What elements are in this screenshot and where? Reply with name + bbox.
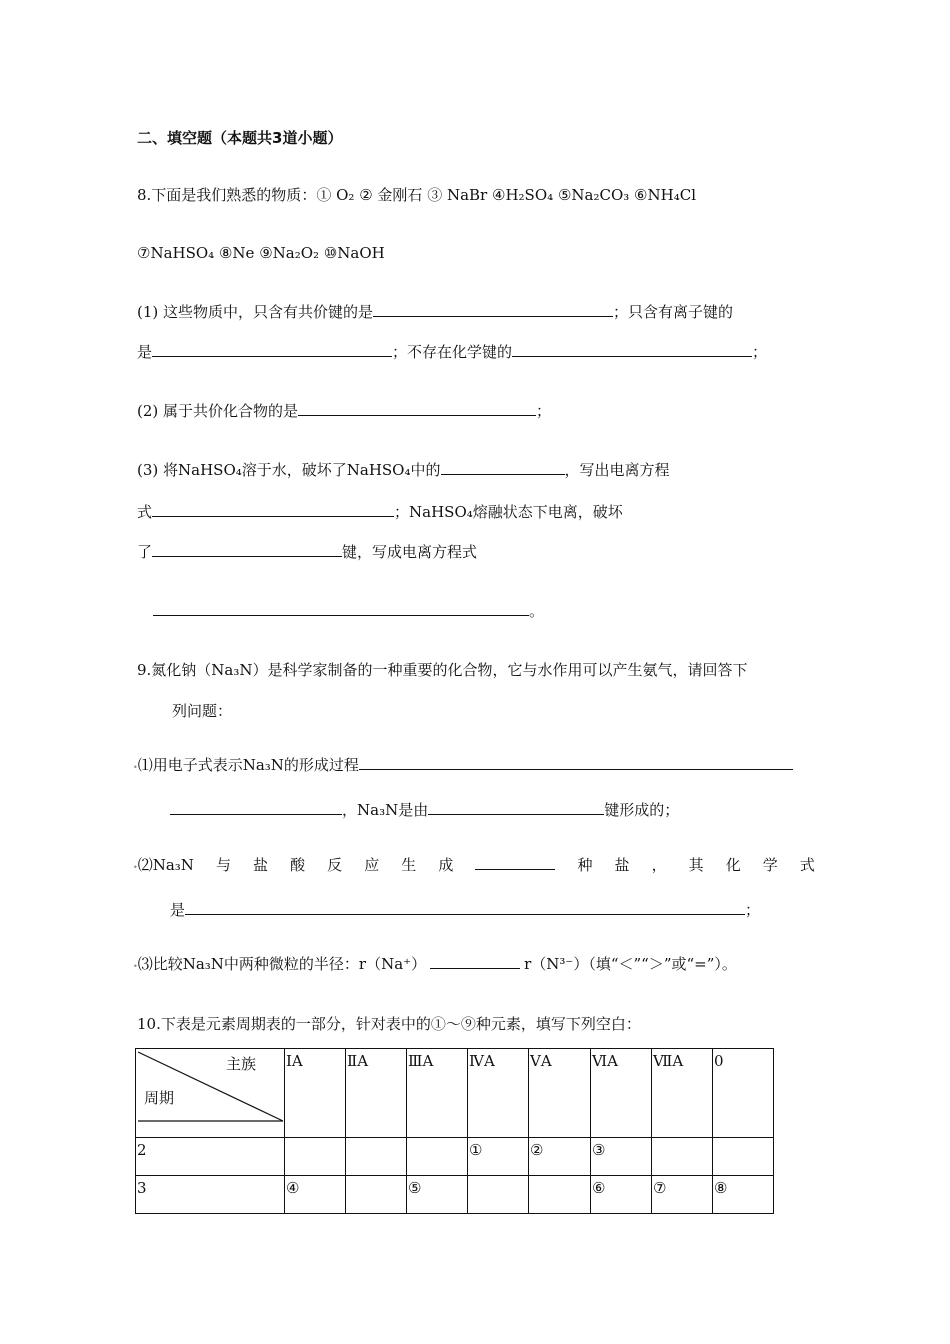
bullet-dot: • — [133, 863, 138, 872]
element-cell — [529, 1176, 591, 1214]
q8-substance-7: ⑦NaHSO₄ — [137, 244, 215, 262]
answer-blank-ionic-only[interactable] — [152, 342, 392, 357]
group-header: ⅤA — [529, 1049, 591, 1138]
element-cell — [407, 1138, 468, 1176]
q8-intro: 8.下面是我们熟悉的物质： — [137, 186, 317, 204]
table-row — [136, 1176, 774, 1214]
q8-part3-line-1 — [137, 460, 670, 480]
element-cell — [468, 1176, 529, 1214]
q9-p2-word: 成 — [438, 856, 454, 874]
q9-p3-text-b: r（N³⁻）（填“＜”“＞”或“=”）。 — [524, 955, 737, 973]
element-cell: ⑦ — [652, 1176, 713, 1214]
bullet-dot: • — [133, 763, 138, 772]
q9-p2-word: 反 — [327, 856, 343, 874]
q8-line-1 — [137, 185, 696, 205]
q8-substance-9: ⑨Na₂O₂ — [259, 244, 320, 262]
section-title: 二、填空题（本题共3道小题） — [137, 129, 343, 147]
q8-substance-4: ④H₂SO₄ — [492, 186, 554, 204]
header-period-label: 周期 — [144, 1089, 175, 1107]
q9-p2-word: 式 — [799, 856, 815, 874]
q8-substance-3: ③ NaBr — [427, 186, 488, 204]
element-cell: ① — [468, 1138, 529, 1176]
answer-blank-ionization-equation-2[interactable] — [153, 601, 529, 616]
answer-blank-covalent-compound[interactable] — [298, 401, 536, 416]
q9-p2-lead — [133, 855, 194, 878]
answer-blank-bond-broken-molten[interactable] — [152, 542, 342, 557]
q8-p3-text-b: ，写出电离方程 — [564, 461, 670, 479]
q8-part3-line-4 — [153, 601, 544, 621]
q9-p1-text-b: ，Na₃N是由 — [342, 801, 429, 819]
q9-p2-text-b: 种 — [577, 856, 593, 874]
group-header: ⅥA — [591, 1049, 652, 1138]
answer-blank-bond-type[interactable] — [428, 800, 604, 815]
q9-intro-line-1: 9.氮化钠（Na₃N）是科学家制备的一种重要的化合物，它与水作用可以产生氨气，请回答下 — [137, 661, 748, 679]
q9-p2-text-g: ； — [745, 901, 761, 919]
group-header: ⅢA — [407, 1049, 468, 1138]
q8-p3-text-a: (3) 将NaHSO₄溶于水，破坏了NaHSO₄中的 — [137, 461, 441, 479]
element-cell: ② — [529, 1138, 591, 1176]
element-cell — [346, 1138, 407, 1176]
answer-blank-radius-compare[interactable] — [430, 954, 520, 969]
q9-p2-text-f: 是 — [170, 901, 186, 919]
q9-part3 — [133, 954, 737, 977]
answer-blank-electron-formula-cont[interactable] — [170, 800, 342, 815]
q8-part2 — [137, 401, 551, 421]
table-header-row — [136, 1049, 774, 1138]
element-cell: ⑤ — [407, 1176, 468, 1214]
q8-p3-text-f: 键，写成电离方程式 — [342, 543, 478, 561]
q9-part2-line-1 — [133, 855, 815, 878]
period-label: 3 — [136, 1176, 285, 1214]
q8-substance-10: ⑩NaOH — [323, 244, 385, 262]
q9-p3-text-a: ⑶比较Na₃N中两种微粒的半径：r（Na⁺） — [137, 955, 427, 973]
q8-p1-text-d: ；不存在化学键的 — [392, 343, 513, 361]
group-header: ⅠA — [285, 1049, 346, 1138]
q9-p2-word: 与 — [215, 856, 231, 874]
answer-blank-chemical-formula[interactable] — [185, 900, 745, 915]
element-cell: ④ — [285, 1176, 346, 1214]
q8-line-2 — [137, 243, 385, 263]
q8-p3-text-c: 式 — [137, 503, 153, 521]
bullet-dot: • — [133, 962, 138, 971]
q8-p1-text-b: ；只含有离子键的 — [613, 303, 734, 321]
q8-substance-1: ① O₂ — [316, 186, 355, 204]
answer-blank-bond-broken-water[interactable] — [441, 460, 565, 475]
q9-p2-word: 盐 — [253, 856, 269, 874]
table-row — [136, 1138, 774, 1176]
element-cell — [346, 1176, 407, 1214]
q9-p2-text-a: ⑵Na₃N — [137, 856, 194, 874]
q8-p3-text-e: 了 — [137, 543, 153, 561]
q8-substance-2: ② 金刚石 — [359, 186, 423, 204]
periodic-table — [135, 1048, 774, 1214]
answer-blank-ionization-equation-1[interactable] — [152, 502, 394, 517]
q8-substance-8: ⑧Ne — [218, 244, 255, 262]
element-cell: ③ — [591, 1138, 652, 1176]
q8-p2-text-a: (2) 属于共价化合物的是 — [137, 402, 299, 420]
answer-blank-salt-count[interactable] — [475, 855, 555, 870]
group-header: 0 — [713, 1049, 774, 1138]
q8-part3-line-3 — [137, 542, 477, 562]
q9-p2-word: 学 — [762, 856, 778, 874]
q8-substance-6: ⑥NH₄Cl — [634, 186, 696, 204]
q9-part2-line-2 — [170, 900, 760, 920]
group-header: ⅦA — [652, 1049, 713, 1138]
group-header: ⅡA — [346, 1049, 407, 1138]
group-header: ⅣA — [468, 1049, 529, 1138]
answer-blank-covalent-only[interactable] — [373, 302, 613, 317]
q9-p2-word: 化 — [725, 856, 741, 874]
q9-p2-word: 酸 — [290, 856, 306, 874]
answer-blank-no-bond[interactable] — [512, 342, 752, 357]
q8-substance-5: ⑤Na₂CO₃ — [557, 186, 630, 204]
element-cell: ⑧ — [713, 1176, 774, 1214]
element-cell — [713, 1138, 774, 1176]
q8-p1-text-c: 是 — [137, 343, 153, 361]
q9-p1-text-a: ⑴用电子式表示Na₃N的形成过程 — [137, 756, 359, 774]
q8-p2-text-b: ； — [536, 402, 552, 420]
q9-p2-text-c: 盐 — [614, 856, 630, 874]
element-cell — [285, 1138, 346, 1176]
q8-p3-text-g: 。 — [529, 602, 545, 620]
q8-p1-text-e: ； — [752, 343, 768, 361]
q9-p2-text-d: ， — [651, 856, 667, 874]
table-corner-cell — [136, 1049, 285, 1138]
q10-intro: 10.下表是元素周期表的一部分，针对表中的①～⑨种元素，填写下列空白： — [137, 1015, 641, 1033]
element-cell: ⑥ — [591, 1176, 652, 1214]
element-cell — [652, 1138, 713, 1176]
period-label: 2 — [136, 1138, 285, 1176]
q8-p3-text-d: ；NaHSO₄熔融状态下电离，破坏 — [394, 503, 623, 521]
q9-part1-line-2 — [170, 800, 679, 820]
header-group-label: 主族 — [225, 1055, 256, 1073]
q8-p1-text-a: (1) 这些物质中，只含有共价键的是 — [137, 303, 374, 321]
q8-part1-line-1 — [137, 302, 733, 322]
answer-blank-electron-formula[interactable] — [359, 755, 793, 770]
q9-p2-word: 其 — [688, 856, 704, 874]
q9-p2-word: 生 — [401, 856, 417, 874]
q9-p1-text-c: 键形成的； — [604, 801, 680, 819]
q8-part1-line-2 — [137, 342, 767, 362]
q8-part3-line-2 — [137, 502, 623, 522]
q9-intro-line-2: 列问题： — [172, 702, 233, 720]
q9-part1-line-1 — [133, 755, 793, 778]
q9-p2-word: 应 — [364, 856, 380, 874]
